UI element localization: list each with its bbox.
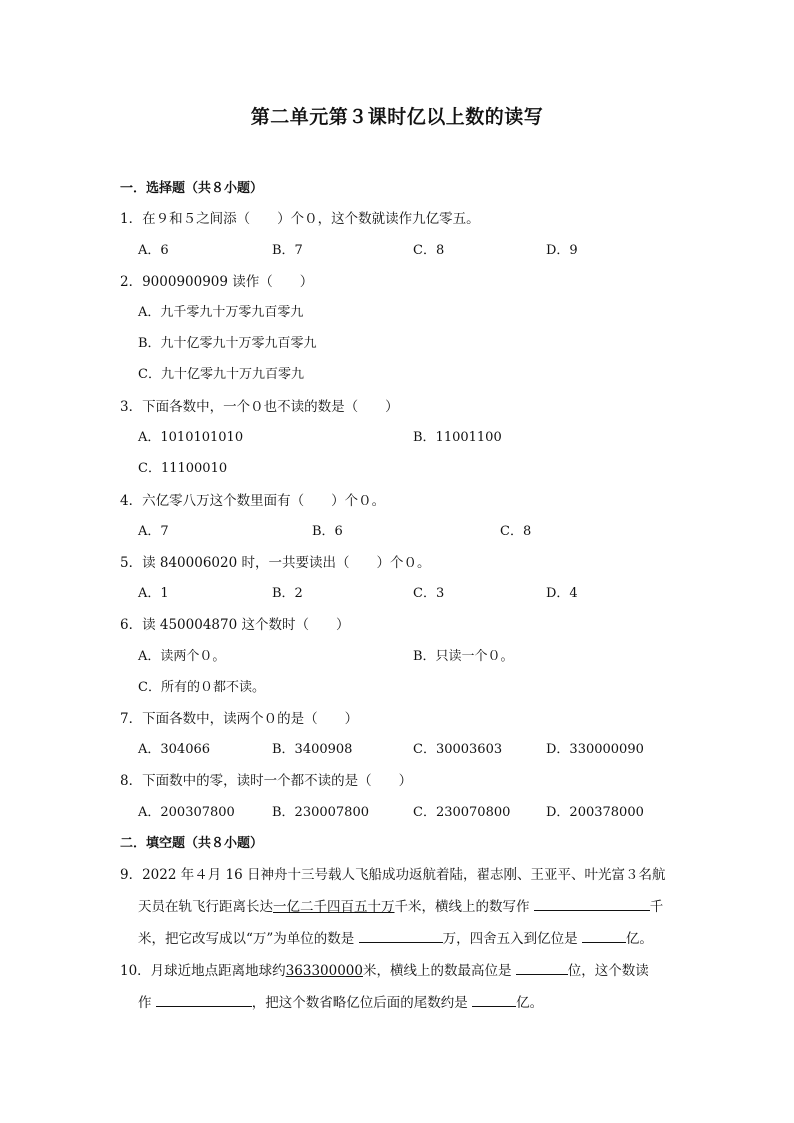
q8-option-c[interactable]: C．230070800 [413, 805, 511, 820]
q9-text: 千米，横线上的数写作 [394, 899, 530, 915]
q5-option-b[interactable]: B．2 [272, 586, 303, 601]
q9-answer-blank-3[interactable] [582, 928, 626, 943]
q10-text: 位，这个数读 [567, 963, 649, 979]
q9-answer-blank-1[interactable] [534, 896, 650, 911]
q7-option-a[interactable]: A．304066 [138, 742, 211, 757]
section-heading-multiple-choice: 一．选择题（共８小题） [120, 181, 264, 196]
q10-answer-blank-3[interactable] [472, 992, 516, 1007]
question-3: 3．下面各数中，一个０也不读的数是（ ） [120, 399, 399, 415]
section-heading-fill-in: 二．填空题（共８小题） [120, 836, 264, 851]
q8-option-b[interactable]: B．230007800 [272, 805, 369, 820]
q9-text: 亿。 [625, 931, 653, 947]
q9-underlined-number: 一亿二千四百五十万 [273, 899, 395, 915]
q8-option-d[interactable]: D．200378000 [546, 805, 644, 820]
question-2: 2．9000900909 读作（ ） [120, 274, 314, 290]
q2-option-c[interactable]: C．九十亿零九十万九百零九 [138, 367, 304, 382]
question-10-line-2 [138, 991, 543, 1011]
q8-option-a[interactable]: A．200307800 [138, 805, 235, 820]
q6-option-b[interactable]: B．只读一个０。 [413, 649, 514, 664]
question-9-line-1: 9．2022 年４月 16 日神舟十三号载人飞船成功返航着陆，翟志刚、王亚平、叶光富３名航 [120, 867, 666, 883]
q9-answer-blank-2[interactable] [359, 928, 443, 943]
q10-underlined-number: 363300000 [285, 963, 363, 979]
q5-option-c[interactable]: C．3 [413, 586, 445, 601]
q5-option-d[interactable]: D．4 [546, 586, 578, 601]
q4-option-b[interactable]: B．6 [312, 524, 343, 539]
question-9-line-2 [138, 895, 663, 915]
q9-text: 米，把它改写成以“万”为单位的数是 [138, 931, 355, 947]
page-title: 第二单元第３课时亿以上数的读写 [250, 106, 544, 128]
q3-option-a[interactable]: A．1010101010 [138, 430, 244, 445]
q10-text: 10．月球近地点距离地球约 [120, 963, 286, 979]
question-10-line-1 [120, 959, 649, 979]
question-5: 5．读 840006020 时，一共要读出（ ）个０。 [120, 555, 431, 571]
q9-text: 天员在轨飞行距离长达 [138, 899, 273, 915]
q4-option-a[interactable]: A．7 [138, 524, 169, 539]
q9-text: 万，四舍五入到亿位是 [442, 931, 578, 947]
q6-option-c[interactable]: C．所有的０都不读。 [138, 680, 265, 695]
question-1: 1．在９和５之间添（ ）个０，这个数就读作九亿零五。 [120, 211, 480, 227]
q3-option-c[interactable]: C．11100010 [138, 461, 228, 476]
q10-text: 作 [138, 995, 152, 1011]
q1-option-c[interactable]: C．8 [413, 243, 445, 258]
q10-answer-blank-1[interactable] [516, 960, 568, 975]
q7-option-b[interactable]: B．3400908 [272, 742, 353, 757]
q10-answer-blank-2[interactable] [156, 992, 252, 1007]
q7-option-d[interactable]: D．330000090 [546, 742, 644, 757]
q1-option-d[interactable]: D．9 [546, 243, 578, 258]
q9-text: 千 [649, 899, 664, 915]
question-7: 7．下面各数中，读两个０的是（ ） [120, 711, 359, 727]
q2-option-a[interactable]: A．九千零九十万零九百零九 [138, 305, 304, 320]
q7-option-c[interactable]: C．30003603 [413, 742, 503, 757]
q3-option-b[interactable]: B．11001100 [413, 430, 502, 445]
question-4: 4．六亿零八万这个数里面有（ ）个０。 [120, 493, 386, 509]
q6-option-a[interactable]: A．读两个０。 [138, 649, 226, 664]
question-8: 8．下面数中的零，读时一个都不读的是（ ） [120, 773, 413, 789]
q2-option-b[interactable]: B．九十亿零九十万零九百零九 [138, 336, 317, 351]
question-9-line-3 [138, 927, 653, 947]
q10-text: 米，横线上的数最高位是 [363, 963, 512, 979]
q1-option-a[interactable]: A．6 [138, 243, 169, 258]
q4-option-c[interactable]: C．8 [500, 524, 532, 539]
q1-option-b[interactable]: B．7 [272, 243, 303, 258]
question-6: 6．读 450004870 这个数时（ ） [120, 617, 350, 633]
q10-text: ，把这个数省略亿位后面的尾数约是 [251, 995, 468, 1011]
q5-option-a[interactable]: A．1 [138, 586, 169, 601]
q10-text: 亿。 [516, 995, 544, 1011]
